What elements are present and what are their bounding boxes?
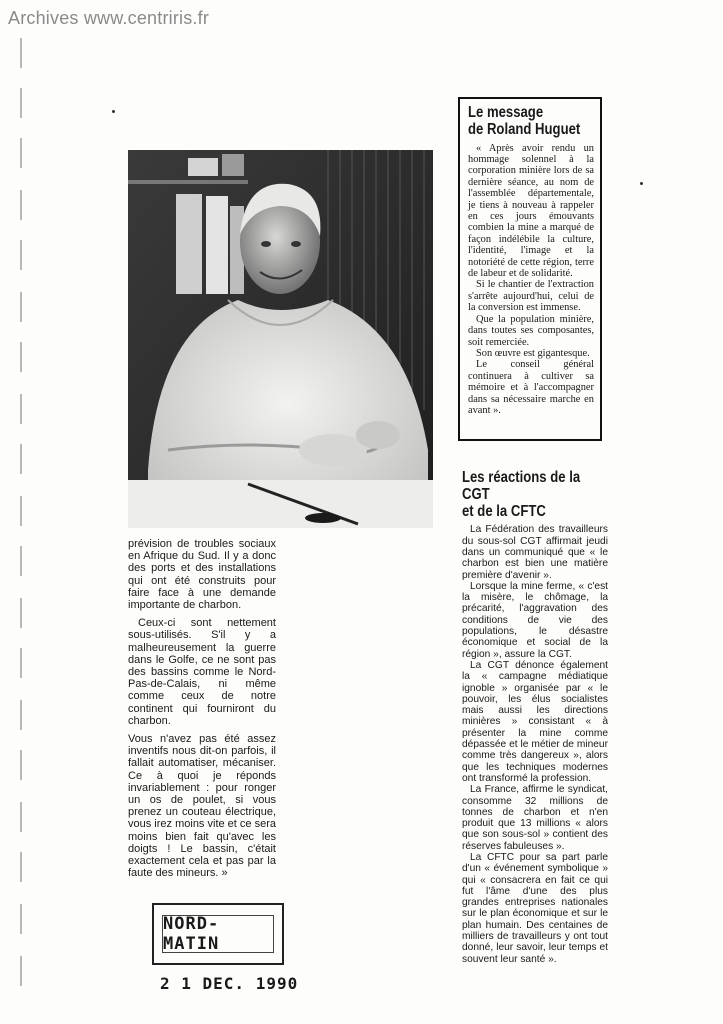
box-paragraph: Que la population minière, dans toutes ses composantes, soit remerciée.: [468, 313, 594, 348]
box-paragraph: Son œuvre est gigantesque.: [476, 347, 590, 359]
cgt-cftc-body: [462, 524, 608, 965]
article-column-right: [462, 470, 608, 965]
heading-line2: et de la CFTC: [462, 502, 546, 520]
article-paragraph: Ceux-ci sont nettement sous-utilisés. S'il y a malheureusement la guerre dans le Golfe, ce ne sont pas des bassins comme le Nord-Pas-de-Calais, ni même comme ceux de notre continent qui fourniront du charbon.: [128, 617, 276, 727]
stamp-date: 2 1 DEC. 1990: [160, 974, 299, 993]
box-paragraph: « Après avoir rendu un hommage solennel à la corporation minière lors de sa dernière séance, au nom de l'assemblée départementale, je tiens à nouveau à rappeler en ces jours émouvants combien la mine a marqué de façon indélébile la culture, l'identité, l'image et la notoriété de cette région, terre de labeur et de solidarité.: [468, 142, 594, 280]
scan-speck: [112, 110, 115, 113]
article-paragraph: prévision de troubles sociaux en Afrique du Sud. Il y a donc des ports et des installations qui ont été construits pour faire face à une demande importante de charbon.: [128, 538, 276, 612]
article-paragraph: Lorsque la mine ferme, « c'est la misère, le chômage, la précarité, l'aggravation des conditions de vie des populations, le désastre économique et social de la région », assure la CGT.: [462, 580, 608, 660]
heading-line1: Les réactions de la CGT: [462, 469, 581, 503]
box-paragraph: Le conseil général continuera à cultiver sa mémoire et à l'accompagner dans sa nécessaire marche en avant ».: [468, 359, 594, 416]
stamp-source-name: NORD-MATIN: [162, 915, 274, 953]
scan-speck: [640, 182, 643, 185]
box-title: [468, 105, 599, 139]
cgt-cftc-heading: [462, 470, 606, 520]
archive-watermark: Archives www.centriris.fr: [8, 8, 210, 28]
roland-huguet-message-box: [458, 97, 602, 441]
portrait-photo: [128, 150, 433, 528]
article-column-left: [128, 538, 276, 885]
article-paragraph: La CGT dénonce également la « campagne médiatique ignoble » organisée par « le pouvoir, les élus socialistes mais aussi les directions minières » consistant « à présenter la mine comme dépassée et le métier de mineur comme très dangereux », alors que les techniques modernes ont transformé la profession.: [462, 659, 608, 784]
box-body: [468, 143, 594, 417]
article-paragraph: Vous n'avez pas été assez inventifs nous dit-on parfois, il fallait automatiser, mécaniser. Ce à quoi je réponds invariablement : pour ronger un os de poulet, si vous prenez un couteau électrique, vous irez moins vite et ce sera moins bien fait qu'avec les doigts ! Le bassin, c'était exactement cela et pas par la faute des mineurs. »: [128, 733, 276, 880]
box-title-line2: de Roland Huguet: [468, 120, 581, 138]
binder-holes: [16, 30, 30, 1020]
box-title-line1: Le message: [468, 104, 544, 121]
article-paragraph: La France, affirme le syndicat, consomme 32 millions de tonnes de charbon et n'en produit que 13 millions « alors que son sous-sol » contient des réserves fabuleuses ».: [462, 784, 608, 852]
box-paragraph: Si le chantier de l'extraction s'arrête aujourd'hui, celui de la conversion est immense.: [468, 279, 594, 314]
article-paragraph: La CFTC pour sa part parle d'un « événement symbolique » qui « consacrera en fait ce qui fut l'âme d'une des plus grandes entreprises nationales sur le plan économique et sur le plan humain. Des centaines de milliers de travailleurs y ont tout donné, leur savoir, leur temps et souvent leur santé ».: [462, 852, 608, 965]
article-paragraph: La Fédération des travailleurs du sous-sol CGT affirmait jeudi dans un communiqué que « le charbon est bien une matière première d'avenir ».: [462, 524, 608, 581]
newspaper-source-stamp: [152, 903, 284, 965]
